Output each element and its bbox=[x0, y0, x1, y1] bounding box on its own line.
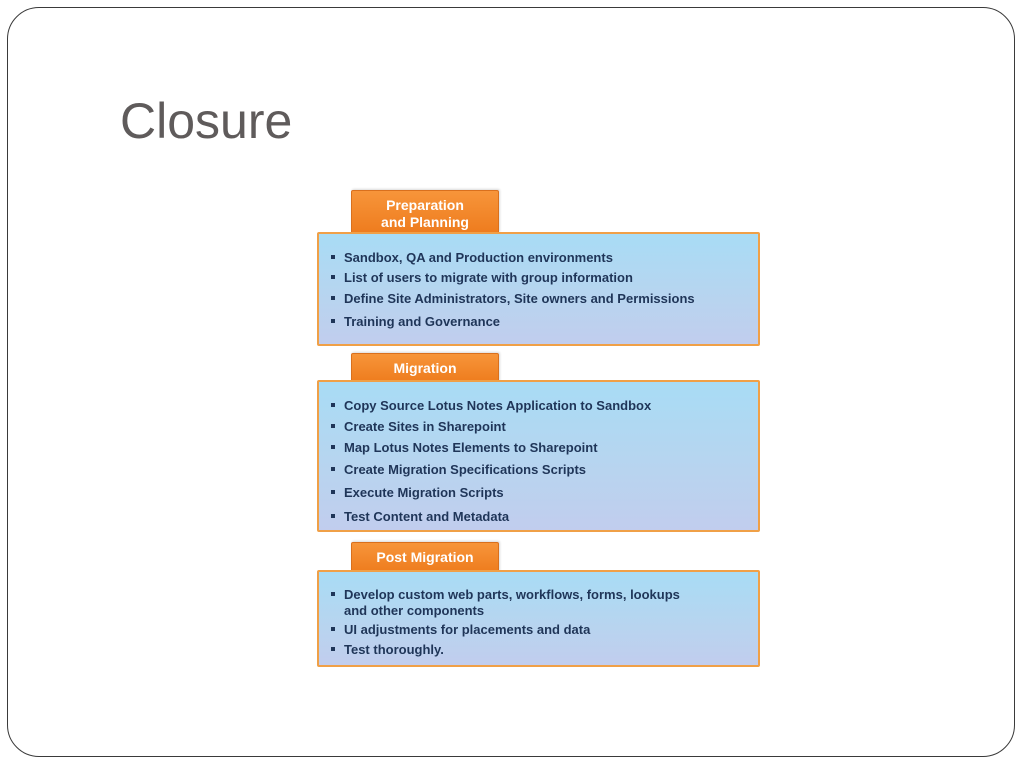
bullet-icon bbox=[331, 255, 335, 259]
tab-line: and Planning bbox=[381, 214, 469, 230]
bullet-icon bbox=[331, 592, 335, 596]
section-migration bbox=[317, 353, 760, 532]
bullet-icon bbox=[331, 647, 335, 651]
section-tab-preparation bbox=[351, 190, 499, 233]
bullet-icon bbox=[331, 319, 335, 323]
bullet-icon bbox=[331, 403, 335, 407]
slide-title: Closure bbox=[120, 93, 293, 149]
list-item: Map Lotus Notes Elements to Sharepoint bbox=[331, 440, 598, 456]
tab-line: Preparation bbox=[386, 197, 464, 213]
section-preparation bbox=[317, 190, 760, 346]
list-item: UI adjustments for placements and data bbox=[331, 622, 590, 638]
bullet-icon bbox=[331, 445, 335, 449]
section-tab-post-migration bbox=[351, 542, 499, 572]
bullet-icon bbox=[331, 514, 335, 518]
bullet-icon bbox=[331, 424, 335, 428]
tab-line: Migration bbox=[393, 360, 457, 376]
list-item: Sandbox, QA and Production environments bbox=[331, 250, 613, 266]
section-tab-migration bbox=[351, 353, 499, 382]
list-item-continuation: and other components bbox=[344, 603, 485, 618]
section-post-migration bbox=[317, 542, 760, 667]
list-item: Copy Source Lotus Notes Application to Sandbox bbox=[331, 398, 651, 414]
section-box-post-migration bbox=[317, 570, 760, 667]
section-box-preparation bbox=[317, 232, 760, 346]
bullet-icon bbox=[331, 490, 335, 494]
tab-line: Post Migration bbox=[376, 549, 474, 565]
list-item: Develop custom web parts, workflows, forms, lookups bbox=[331, 587, 680, 603]
bullet-icon bbox=[331, 467, 335, 471]
list-item: List of users to migrate with group information bbox=[331, 270, 633, 286]
list-item: Test Content and Metadata bbox=[331, 509, 509, 525]
list-item: Training and Governance bbox=[331, 314, 500, 330]
bullet-icon bbox=[331, 275, 335, 279]
bullet-icon bbox=[331, 296, 335, 300]
list-item: Create Migration Specifications Scripts bbox=[331, 462, 586, 478]
list-item: Create Sites in Sharepoint bbox=[331, 419, 506, 435]
section-box-migration bbox=[317, 380, 760, 532]
bullet-icon bbox=[331, 627, 335, 631]
list-item: Define Site Administrators, Site owners and Permissions bbox=[331, 291, 695, 307]
list-item: Execute Migration Scripts bbox=[331, 485, 504, 501]
list-item: Test thoroughly. bbox=[331, 642, 444, 658]
